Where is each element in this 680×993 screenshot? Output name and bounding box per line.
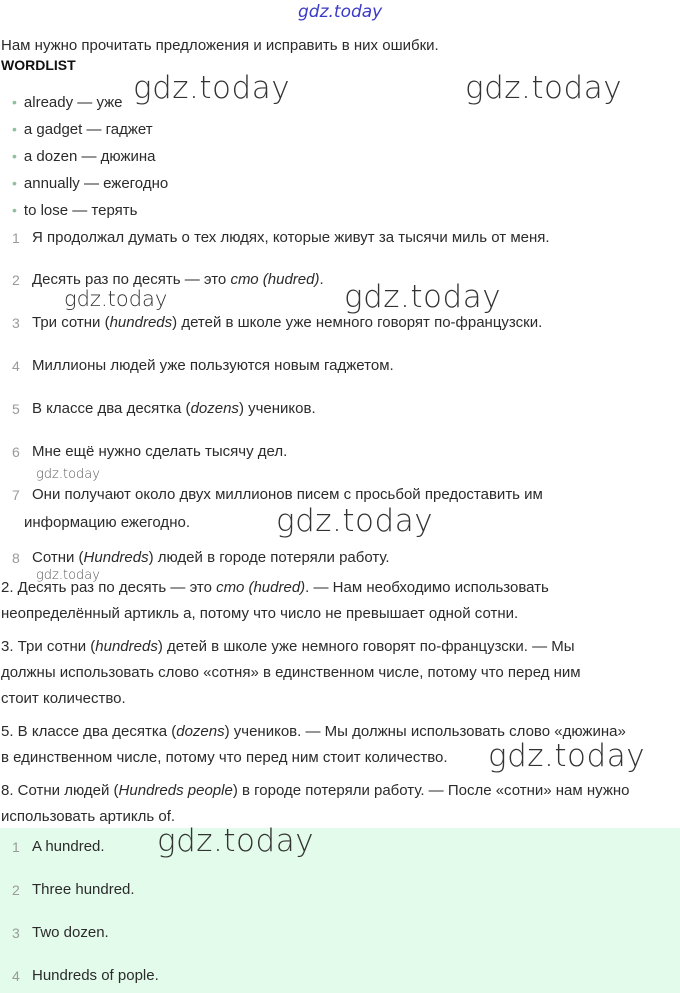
answer-number: 1 bbox=[12, 839, 20, 855]
sentence-number: 3 bbox=[12, 315, 20, 331]
bullet-icon: • bbox=[12, 175, 17, 191]
watermark: gdz.today bbox=[488, 738, 646, 774]
bullet-icon: • bbox=[12, 148, 17, 164]
watermark: gdz.today bbox=[133, 70, 291, 106]
answer-text: Two dozen. bbox=[32, 924, 109, 941]
watermark: gdz.today bbox=[36, 467, 100, 482]
watermark: gdz.today bbox=[344, 279, 502, 315]
explanation-paragraph: 2. Десять раз по десять — это сто (hudred). — Нам необходимо использовать неопределённый артикль a, потому что число не превышает одной сотни. bbox=[1, 579, 549, 622]
answer-number: 3 bbox=[12, 925, 20, 941]
watermark: gdz.today bbox=[276, 503, 434, 539]
explanation-paragraph: 5. В классе два десятка (dozens) учеников. — Мы должны использовать слово «дюжина» в единственном числе, потому что перед ним стоит количество. bbox=[1, 723, 626, 766]
wordlist-item: • a gadget — гаджет bbox=[12, 121, 153, 138]
watermark: gdz.today bbox=[64, 287, 168, 311]
bullet-icon: • bbox=[12, 202, 17, 218]
watermark: gdz.today bbox=[465, 70, 623, 106]
sentence-text: Три сотни (hundreds) детей в школе уже немного говорят по-французски. bbox=[32, 314, 543, 331]
sentence-number: 1 bbox=[12, 230, 20, 246]
sentence-text: Мне ещё нужно сделать тысячу дел. bbox=[32, 443, 288, 460]
sentence-number: 2 bbox=[12, 272, 20, 288]
wordlist-item: • a dozen — дюжина bbox=[12, 148, 156, 165]
bullet-icon: • bbox=[12, 94, 17, 110]
wordlist-item: • already — уже bbox=[12, 94, 123, 111]
sentence-number: 4 bbox=[12, 358, 20, 374]
explanation-paragraph: 3. Три сотни (hundreds) детей в школе уже немного говорят по-французски. — Мы должны использовать слово «сотня» в единственном числе, потому что перед ним стоит количество. bbox=[1, 638, 581, 707]
sentence-text: Я продолжал думать о тех людях, которые живут за тысячи миль от меня. bbox=[32, 229, 550, 246]
explanation-paragraph: 8. Сотни людей (Hundreds people) в городе потеряли работу. — После «сотни» нам нужно использовать артикль of. bbox=[1, 782, 630, 825]
answer-text: A hundred. bbox=[32, 838, 105, 855]
sentence-number: 8 bbox=[12, 550, 20, 566]
bullet-icon: • bbox=[12, 121, 17, 137]
wordlist-heading: WORDLIST bbox=[1, 57, 76, 73]
answer-text: Hundreds of pople. bbox=[32, 967, 159, 984]
wordlist-item: • annually — ежегодно bbox=[12, 175, 169, 192]
sentence-number: 7 bbox=[12, 487, 20, 503]
answers-panel bbox=[0, 828, 680, 993]
watermark-top: gdz.today bbox=[298, 2, 383, 22]
sentence-text: Миллионы людей уже пользуются новым гаджетом. bbox=[32, 357, 394, 374]
sentence-text: Десять раз по десять — это сто (hudred). bbox=[32, 271, 324, 288]
answer-number: 2 bbox=[12, 882, 20, 898]
sentence-text-continued: информацию ежегодно. bbox=[24, 514, 190, 531]
sentence-text: Сотни (Hundreds) людей в городе потеряли работу. bbox=[32, 549, 390, 566]
sentence-number: 6 bbox=[12, 444, 20, 460]
sentence-text: Они получают около двух миллионов писем с просьбой предоставить им bbox=[32, 486, 543, 503]
wordlist-item: • to lose — терять bbox=[12, 202, 138, 219]
watermark: gdz.today bbox=[36, 568, 100, 583]
watermark: gdz.today bbox=[157, 823, 315, 859]
task-intro: Нам нужно прочитать предложения и исправить в них ошибки. bbox=[1, 37, 439, 54]
sentence-text: В классе два десятка (dozens) учеников. bbox=[32, 400, 316, 417]
sentence-number: 5 bbox=[12, 401, 20, 417]
answer-text: Three hundred. bbox=[32, 881, 135, 898]
answer-number: 4 bbox=[12, 968, 20, 984]
